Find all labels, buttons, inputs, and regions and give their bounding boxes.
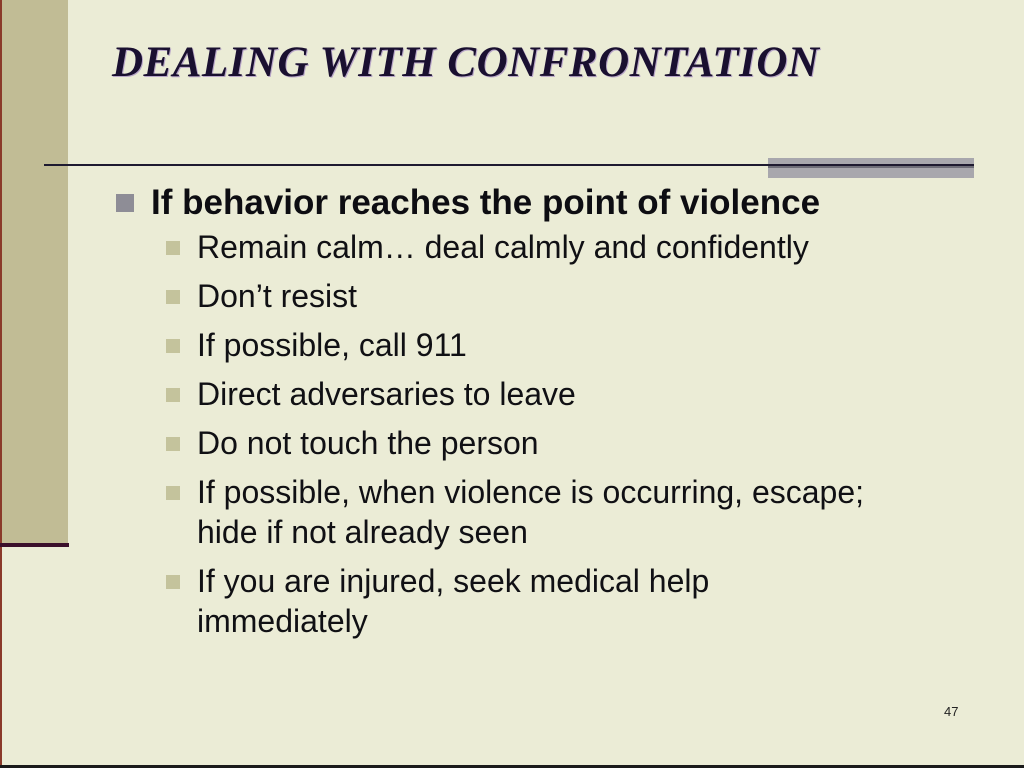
left-accent-bar bbox=[0, 543, 69, 547]
square-bullet-icon bbox=[166, 339, 180, 353]
sub-bullet-list bbox=[166, 227, 976, 641]
sub-bullet-item bbox=[166, 227, 976, 267]
sub-bullet-text: If possible, call 911 bbox=[197, 327, 467, 363]
page-number: 47 bbox=[944, 704, 959, 719]
title-divider-rule bbox=[44, 164, 974, 166]
square-bullet-icon bbox=[166, 241, 180, 255]
slide-body bbox=[116, 181, 976, 650]
sub-bullet-text: If possible, when violence is occurring, escape; hide if not already seen bbox=[197, 474, 865, 550]
sub-bullet-item bbox=[166, 276, 976, 316]
sub-bullet-item bbox=[166, 561, 976, 641]
title-rule-accent-block bbox=[768, 158, 974, 178]
sub-bullet-text: Do not touch the person bbox=[197, 425, 539, 461]
slide-title: DEALING WITH CONFRONTATION bbox=[112, 39, 820, 86]
sub-bullet-text: Don’t resist bbox=[197, 278, 358, 314]
sub-bullet-item bbox=[166, 325, 976, 365]
square-bullet-icon bbox=[166, 290, 180, 304]
square-bullet-icon bbox=[166, 575, 180, 589]
main-bullet-text: If behavior reaches the point of violence bbox=[151, 183, 821, 222]
square-bullet-icon bbox=[166, 388, 180, 402]
main-bullet-item bbox=[116, 181, 976, 225]
sub-bullet-item bbox=[166, 423, 976, 463]
square-bullet-icon bbox=[166, 437, 180, 451]
sub-bullet-item bbox=[166, 374, 976, 414]
sub-bullet-item bbox=[166, 472, 976, 552]
left-decorative-band bbox=[0, 0, 68, 545]
square-bullet-icon bbox=[166, 486, 180, 500]
sub-bullet-text: If you are injured, seek medical help immediately bbox=[197, 563, 710, 639]
sub-bullet-text: Direct adversaries to leave bbox=[197, 376, 576, 412]
left-edge-line bbox=[0, 0, 2, 768]
square-bullet-icon bbox=[116, 194, 134, 212]
sub-bullet-text: Remain calm… deal calmly and confidently bbox=[197, 229, 809, 265]
